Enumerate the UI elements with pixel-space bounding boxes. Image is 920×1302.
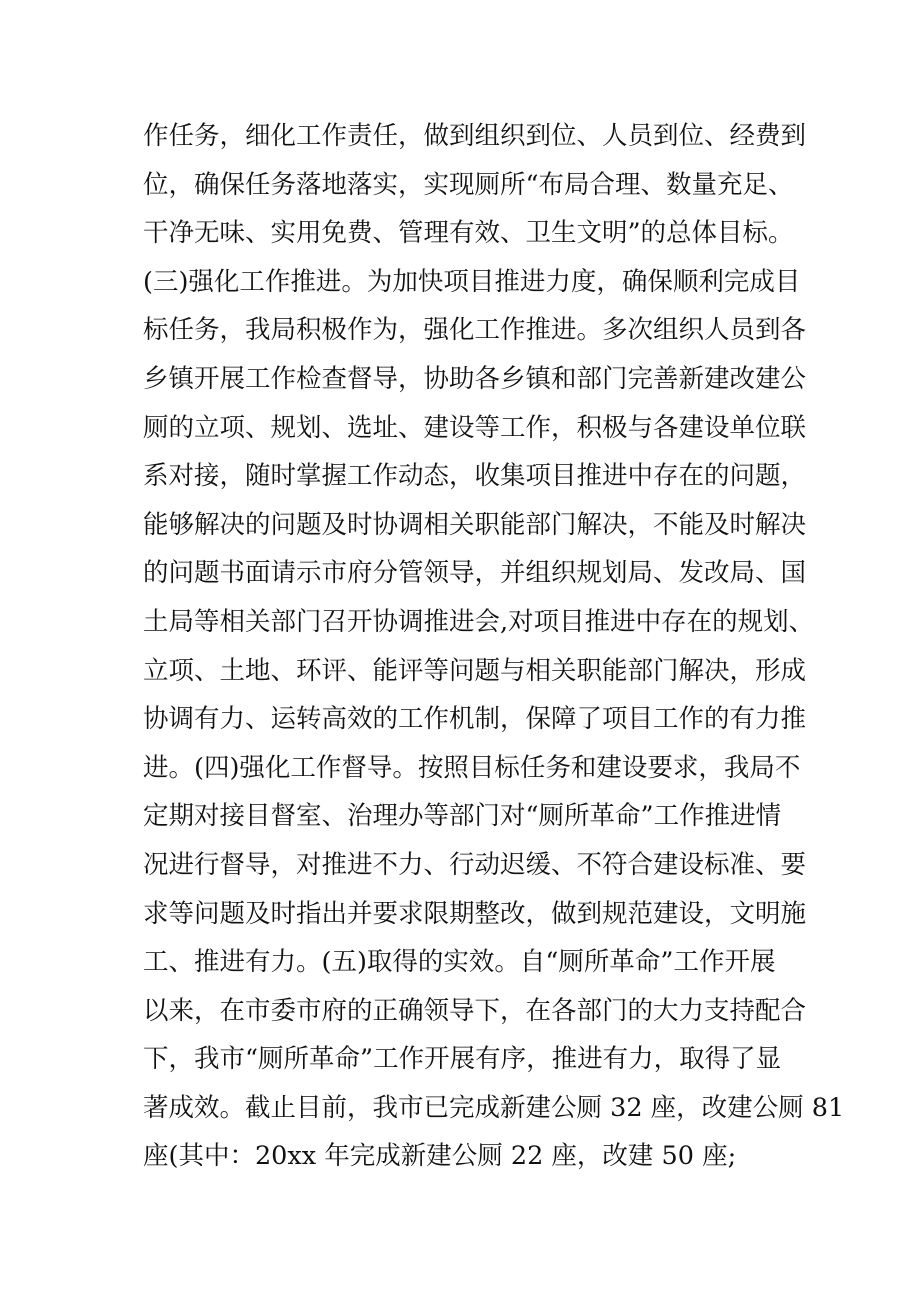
body-text <box>143 112 845 1181</box>
text-line-9: 能够解决的问题及时协调相关职能部门解决，不能及时解决 <box>143 509 807 540</box>
text-line-1: 作任务，细化工作责任，做到组织到位、人员到位、经费到 <box>143 121 807 151</box>
text-line-15: 定期对接目督室、治理办等部门对“厕所革命”工作推进情 <box>143 801 782 832</box>
text-line-7: 厕的立项、规划、选址、建设等工作，积极与各建设单位联 <box>143 412 807 443</box>
text-line-10: 的问题书面请示市府分管领导，并组织规划局、发改局、国 <box>143 558 807 589</box>
text-line-12: 立项、土地、环评、能评等问题与相关职能部门解决，形成 <box>143 655 807 686</box>
text-line-21: 著成效。截止目前，我市已完成新建公厕 32 座，改建公厕 81 <box>143 1092 845 1123</box>
text-line-6: 乡镇开展工作检查督导，协助各乡镇和部门完善新建改建公 <box>143 363 807 394</box>
text-line-17: 求等问题及时指出并要求限期整改，做到规范建设，文明施 <box>143 898 807 929</box>
text-line-2: 位，确保任务落地落实，实现厕所“布局合理、数量充足、 <box>143 169 794 200</box>
text-line-4: (三)强化工作推进。为加快项目推进力度，确保顺利完成目 <box>143 266 801 297</box>
text-line-16: 况进行督导，对推进不力、行动迟缓、不符合建设标准、要 <box>143 849 807 880</box>
text-line-14: 进。(四)强化工作督导。按照目标任务和建设要求，我局不 <box>143 752 801 783</box>
text-line-3: 干净无味、实用免费、管理有效、卫生文明”的总体目标。 <box>143 218 794 249</box>
text-line-19: 以来，在市委市府的正确领导下，在各部门的大力支持配合 <box>143 995 807 1026</box>
text-line-11: 土局等相关部门召开协调推进会,对项目推进中存在的规划、 <box>143 606 815 637</box>
text-line-13: 协调有力、运转高效的工作机制，保障了项目工作的有力推 <box>143 704 807 735</box>
text-line-8: 系对接，随时掌握工作动态，收集项目推进中存在的问题， <box>143 461 807 492</box>
text-line-22: 座(其中：20xx 年完成新建公厕 22 座，改建 50 座; <box>143 1141 737 1172</box>
text-line-20: 下，我市“厕所革命”工作开展有序，推进有力，取得了显 <box>143 1044 782 1075</box>
text-line-18: 工、推进有力。(五)取得的实效。自“厕所革命”工作开展 <box>143 947 776 978</box>
text-line-5: 标任务，我局积极作为，强化工作推进。多次组织人员到各 <box>143 315 807 346</box>
